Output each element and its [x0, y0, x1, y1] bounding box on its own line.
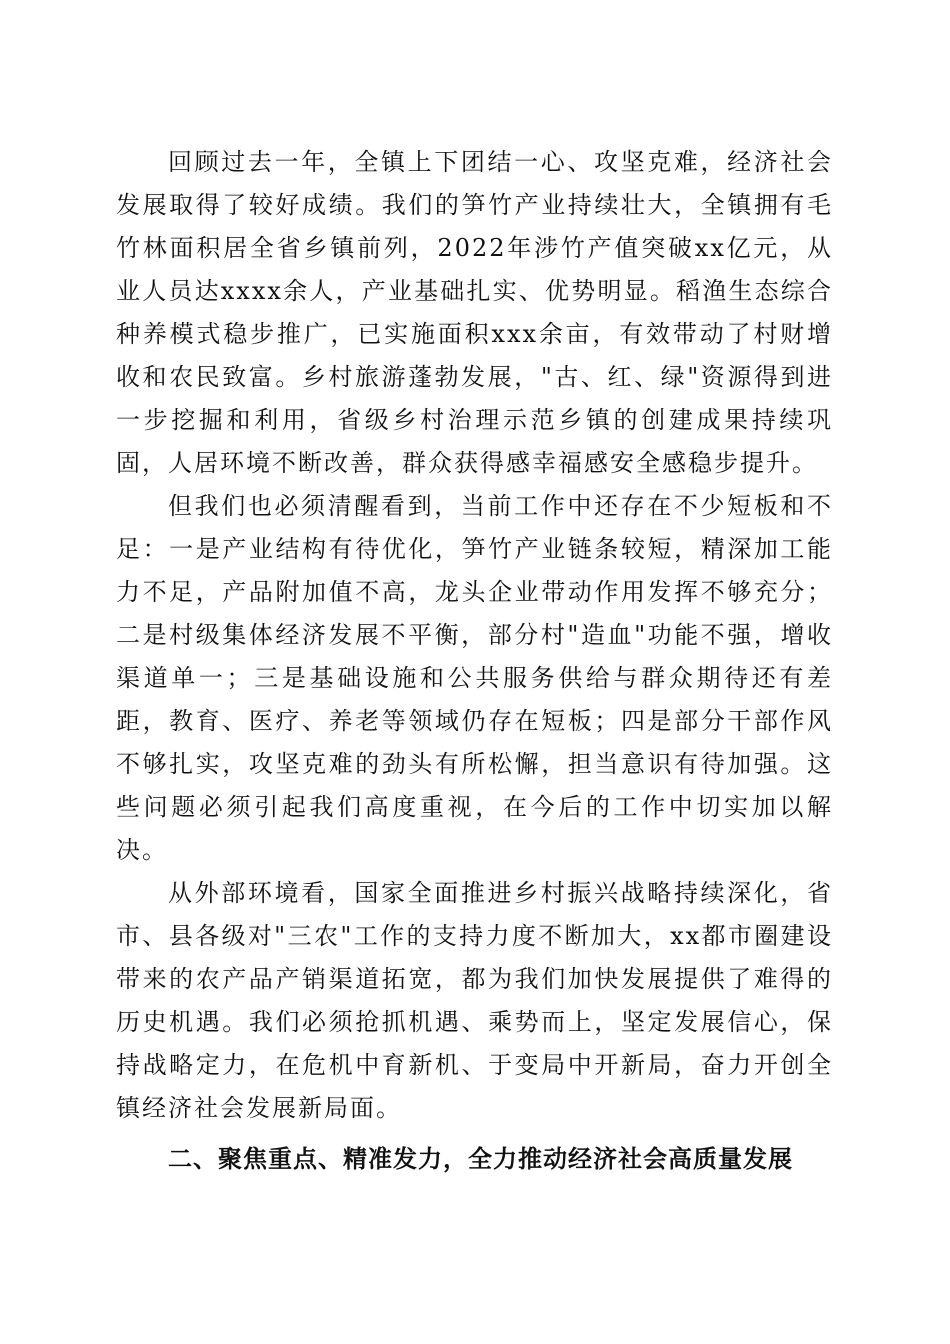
paragraph-opportunities: 从外部环境看，国家全面推进乡村振兴战略持续深化，省市、县各级对"三农"工作的支持力度不断加大，xx都市圈建设带来的农产品产销渠道拓宽，都为我们加快发展提供了难得的历史机遇。我们必须抢抓机遇、乘势而上，坚定发展信心，保持战略定力，在危机中育新机、于变局中开新局，奋力开创全镇经济社会发展新局面。: [116, 879, 833, 1122]
paragraph-shortcomings: 但我们也必须清醒看到，当前工作中还存在不少短板和不足：一是产业结构有待优化，笋竹产业链条较短，精深加工能力不足，产品附加值不高，龙头企业带动作用发挥不够充分；二是村级集体经济发展不平衡，部分村"造血"功能不强，增收渠道单一；三是基础设施和公共服务供给与群众期待还有差距，教育、医疗、养老等领域仍存在短板；四是部分干部作风不够扎实，攻坚克难的劲头有所松懈，担当意识有待加强。这些问题必须引起我们高度重视，在今后的工作中切实加以解决。: [116, 492, 833, 864]
paragraph-review: 回顾过去一年，全镇上下团结一心、攻坚克难，经济社会发展取得了较好成绩。我们的笋竹产业持续壮大，全镇拥有毛竹林面积居全省乡镇前列，2022年涉竹产值突破xx亿元，从业人员达xxxx余人，产业基础扎实、优势明显。稻渔生态综合种养模式稳步推广，已实施面积xxx余亩，有效带动了村财增收和农民致富。乡村旅游蓬勃发展，"古、红、绿"资源得到进一步挖掘和利用，省级乡村治理示范乡镇的创建成果持续巩固，人居环境不断改善，群众获得感幸福感安全感稳步提升。: [116, 148, 833, 477]
section-heading: 二、聚焦重点、精准发力，全力推动经济社会高质量发展: [168, 1145, 793, 1173]
document-body: [116, 141, 833, 1181]
